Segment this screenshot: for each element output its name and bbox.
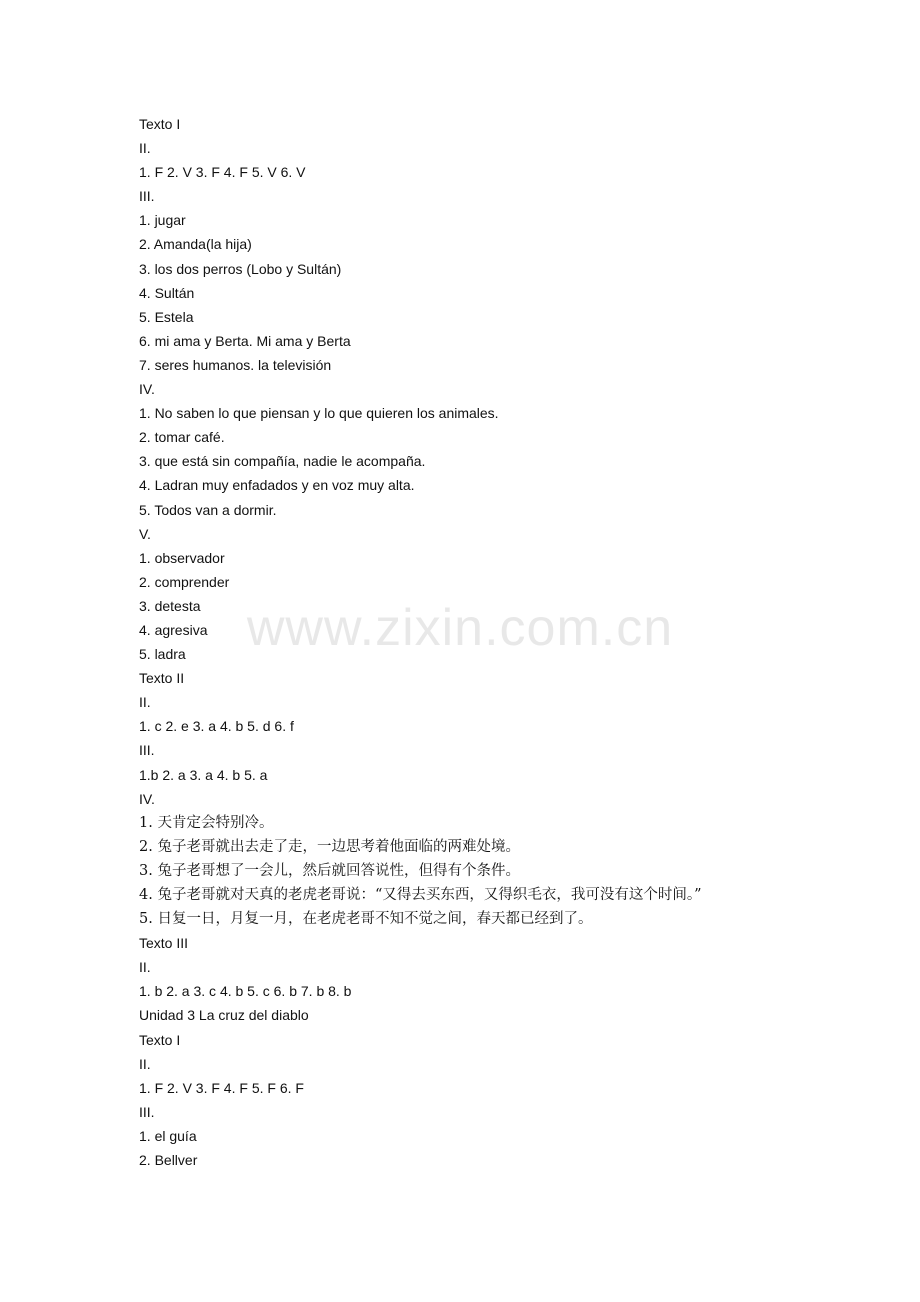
subsection-heading: V. (139, 525, 151, 542)
answer-line: 1.b 2. a 3. a 4. b 5. a (139, 766, 268, 783)
answer-line: 1. jugar (139, 212, 186, 229)
subsection-heading: III. (139, 742, 155, 759)
answer-line: 5. Todos van a dormir. (139, 501, 277, 518)
section-heading: Texto III (139, 935, 189, 952)
subsection-heading: II. (139, 1055, 151, 1072)
answer-line: 1. c 2. e 3. a 4. b 5. d 6. f (139, 718, 294, 735)
translation-line: 4. 兔子老哥就对天真的老虎老哥说：“又得去买东西，又得织毛衣，我可没有这个时间。” (139, 887, 702, 903)
translation-line: 3. 兔子老哥想了一会儿，然后就回答说性，但得有个条件。 (139, 862, 520, 879)
answer-line: 3. que está sin compañía, nadie le acompaña. (139, 453, 426, 470)
answer-line: 5. Estela (139, 308, 194, 325)
translation-line: 2. 兔子老哥就出去走了走，一边思考着他面临的两难处境。 (139, 838, 520, 855)
answer-line: 1. No saben lo que piensan y lo que quieren los animales. (139, 405, 499, 422)
subsection-heading: IV. (139, 381, 155, 398)
section-heading: Texto I (139, 116, 181, 132)
answer-line: 1. F 2. V 3. F 4. F 5. F 6. F (139, 1079, 304, 1096)
answer-line: 1. observador (139, 549, 225, 566)
answer-line: 7. seres humanos. la televisión (139, 356, 332, 373)
subsection-heading: IV. (139, 790, 155, 807)
answer-line: 1. el guía (139, 1127, 197, 1144)
answer-line: 1. b 2. a 3. c 4. b 5. c 6. b 7. b 8. b (139, 983, 352, 1000)
document-body (139, 112, 839, 1172)
subsection-heading: II. (139, 959, 151, 976)
answer-line: 6. mi ama y Berta. Mi ama y Berta (139, 332, 351, 349)
subsection-heading: III. (139, 188, 155, 205)
subsection-heading: II. (139, 694, 151, 711)
subsection-heading: III. (139, 1103, 155, 1120)
subsection-heading: II. (139, 140, 151, 157)
translation-line: 5. 日复一日，月复一月，在老虎老哥不知不觉之间，春天都已经到了。 (139, 911, 593, 928)
unit-heading: Unidad 3 La cruz del diablo (139, 1007, 309, 1024)
answer-line: 2. tomar café. (139, 429, 225, 446)
answer-line: 3. los dos perros (Lobo y Sultán) (139, 260, 342, 277)
answer-line: 5. ladra (139, 646, 186, 663)
answer-line: 3. detesta (139, 597, 201, 614)
translation-line: 1. 天肯定会特别冷。 (139, 814, 274, 831)
answer-line: 1. F 2. V 3. F 4. F 5. V 6. V (139, 164, 306, 181)
answer-line: 4. Sultán (139, 284, 195, 301)
section-heading: Texto I (139, 1031, 181, 1048)
answer-line: 2. comprender (139, 573, 230, 590)
answer-line: 4. agresiva (139, 621, 208, 638)
answer-line: 4. Ladran muy enfadados y en voz muy alta. (139, 477, 415, 494)
answer-line: 2. Amanda(la hija) (139, 236, 252, 253)
watermark: www.zixin.com.cn (246, 599, 674, 657)
section-heading: Texto II (139, 670, 185, 687)
answer-line: 2. Bellver (139, 1152, 198, 1169)
